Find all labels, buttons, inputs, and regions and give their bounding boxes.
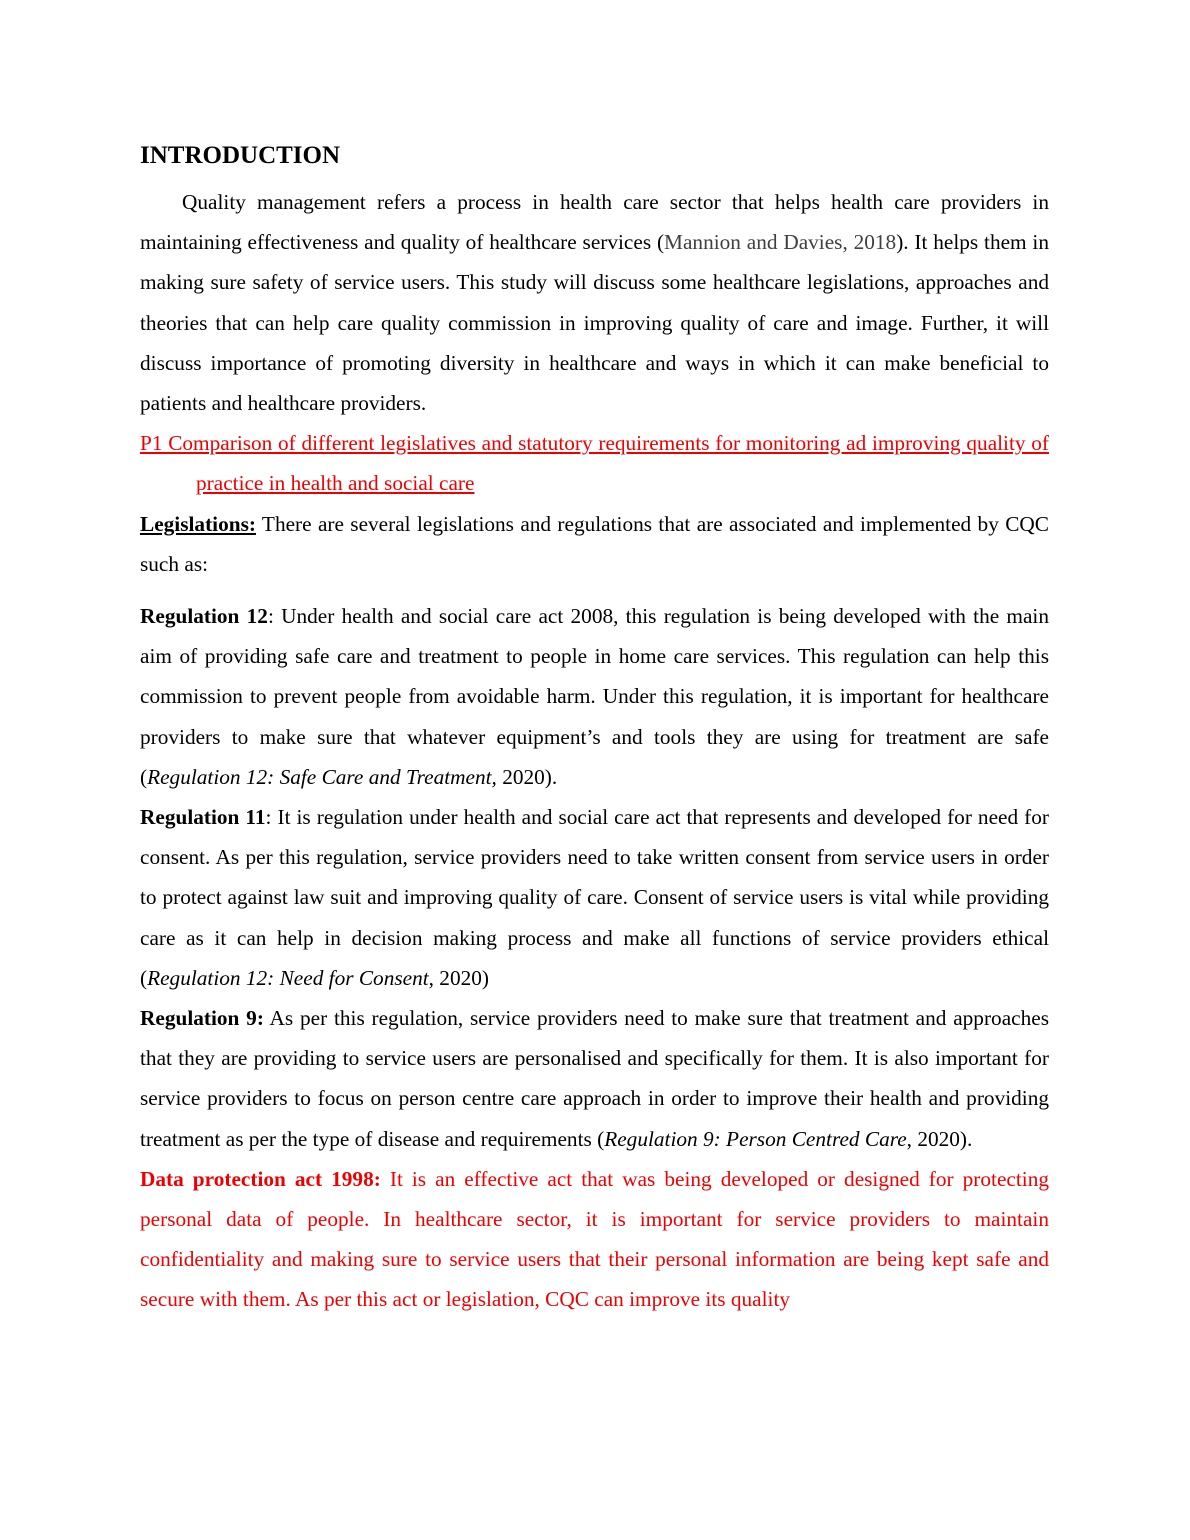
data-protection-label: Data protection act 1998: xyxy=(140,1166,381,1191)
legislations-text: There are several legislations and regulations that are associated and implemented by CQC such as: xyxy=(140,511,1049,576)
regulation-11-paragraph xyxy=(140,797,1049,998)
intro-paragraph xyxy=(140,182,1049,423)
data-protection-paragraph xyxy=(140,1159,1049,1320)
intro-text-a: Quality management refers a process in health care sector that helps health care providers in maintaining effectiveness and quality of healthcare services ( xyxy=(140,190,1049,255)
regulation-12-label: Regulation 12 xyxy=(140,604,268,629)
page-title: INTRODUCTION xyxy=(140,142,341,169)
regulation-12-paragraph xyxy=(140,596,1049,797)
regulation-11-citation: Regulation 12: Need for Consent xyxy=(147,965,429,990)
intro-text-b: ). It helps them in making sure safety of service users. This study will discuss some healthcare legislations, approaches and theories that can help care quality commission in improving quality of care and image. Further, it will discuss importance of promoting diversity in healthcare and ways in which it can make beneficial to patients and healthcare providers. xyxy=(140,230,1050,416)
regulation-11-label: Regulation 11 xyxy=(140,805,266,830)
data-protection-text: It is an effective act that was being developed or designed for protecting personal data of people. In healthcare sector, it is important for service providers to maintain confidentiality and making sure to service users that their personal information are being kept safe and secure with them. As per this act or legislation, CQC can improve its quality xyxy=(140,1166,1049,1312)
document-page xyxy=(140,138,1049,1320)
regulation-9-text: As per this regulation, service providers need to make sure that treatment and approaches that they are providing to service users are personalised and specifically for them. It is also important for service providers to focus on person centre care approach in order to improve their health and providing treatment as per the type of disease and requirements ( xyxy=(140,1006,1049,1151)
regulation-9-end: , 2020). xyxy=(906,1126,973,1151)
regulation-11-text: : It is regulation under health and social care act that represents and developed for need for consent. As per this regulation, service providers need to take written consent from service users in order to protect against law suit and improving quality of care. Consent of service users is vital while providing care as it can help in decision making process and make all functions of service providers ethical ( xyxy=(140,805,1049,990)
regulation-11-end: , 2020) xyxy=(428,965,489,990)
legislations-label: Legislations: xyxy=(140,511,256,536)
regulation-12-end: 2020). xyxy=(496,764,558,789)
regulation-9-paragraph xyxy=(140,998,1049,1159)
regulation-9-citation: Regulation 9: Person Centred Care xyxy=(604,1126,907,1151)
intro-citation: Mannion and Davies, 2018 xyxy=(664,230,897,255)
regulation-12-text: : Under health and social care act 2008, this regulation is being developed with the main aim of providing safe care and treatment to people in home care services. This regulation can help this commission to prevent people from avoidable harm. Under this regulation, it is important for healthcare providers to make sure that whatever equipment’s and tools they are using for treatment are safe ( xyxy=(140,604,1050,789)
regulation-12-citation: Regulation 12: Safe Care and Treatment, xyxy=(147,764,497,789)
legislations-paragraph xyxy=(140,504,1049,584)
p1-heading: P1 Comparison of different legislatives and statutory requirements for monitoring ad improving quality of practice in health and social care xyxy=(140,431,1049,496)
regulation-9-label: Regulation 9: xyxy=(140,1006,264,1031)
